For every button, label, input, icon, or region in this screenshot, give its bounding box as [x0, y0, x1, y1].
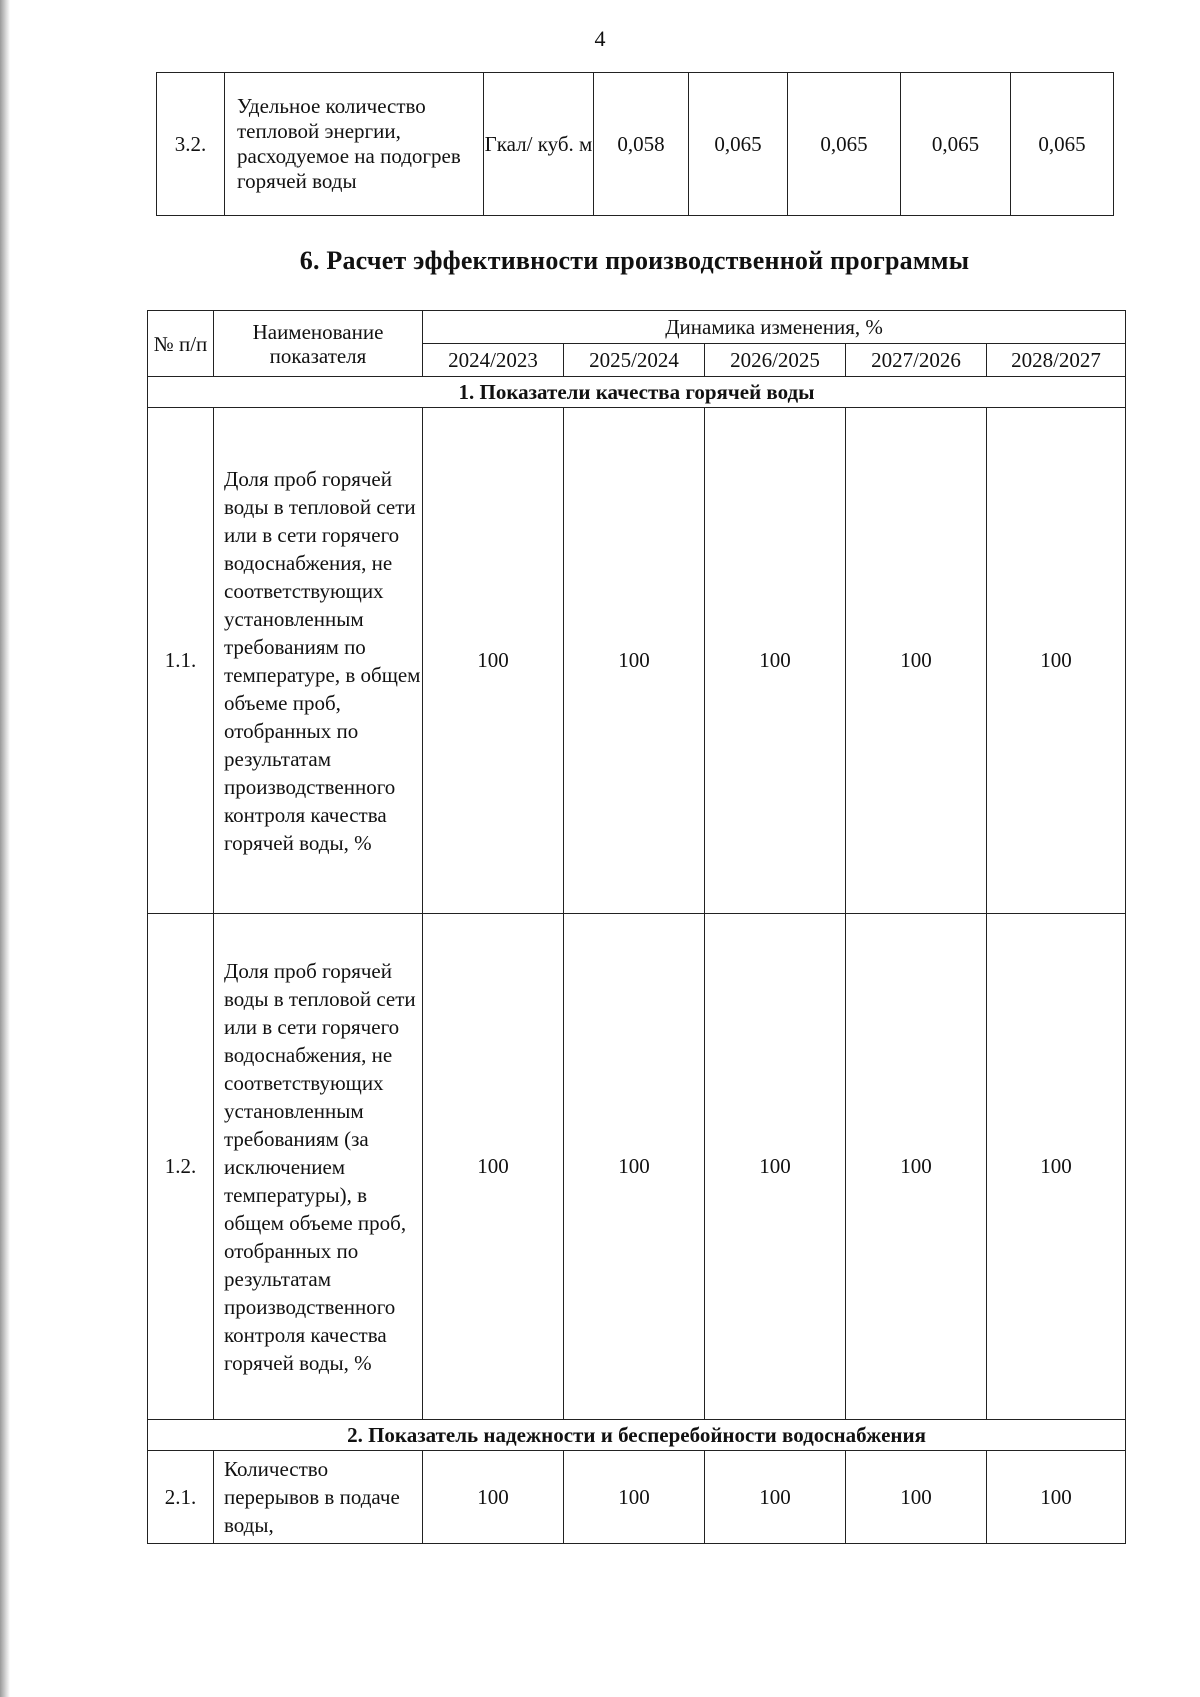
scan-edge — [0, 0, 10, 1697]
value-cell: 100 — [423, 1451, 564, 1544]
header-period: 2024/2023 — [423, 344, 564, 377]
value-cell: 100 — [846, 408, 987, 914]
header-dynamics: Динамика изменения, % — [423, 311, 1126, 344]
row-number: 1.2. — [148, 914, 214, 1420]
unit-cell: Гкал/ куб. м — [484, 73, 594, 216]
efficiency-table — [147, 310, 1126, 1544]
indicator-name: Доля проб горячей воды в тепловой сети или в сети горячего водоснабжения, не соответствующих установленным требованиям по температуре, в общем объеме проб, отобранных по результатам производственного контроля качества горячей воды, % — [214, 408, 423, 914]
header-name: Наименование показателя — [214, 311, 423, 377]
top-table — [156, 72, 1114, 216]
value-cell: 100 — [987, 914, 1126, 1420]
indicator-name: Удельное количество тепловой энергии, расходуемое на подогрев горячей воды — [225, 73, 484, 216]
group-row — [148, 377, 1126, 408]
value-cell: 0,065 — [788, 73, 901, 216]
header-period: 2026/2025 — [705, 344, 846, 377]
value-cell: 100 — [987, 408, 1126, 914]
value-cell: 100 — [705, 1451, 846, 1544]
row-number: 1.1. — [148, 408, 214, 914]
table-row — [148, 914, 1126, 1420]
value-cell: 100 — [564, 914, 705, 1420]
indicator-name: Доля проб горячей воды в тепловой сети или в сети горячего водоснабжения, не соответствующих установленным требованиям (за исключением температуры), в общем объеме проб, отобранных по результатам производственного контроля качества горячей воды, % — [214, 914, 423, 1420]
value-cell: 100 — [564, 1451, 705, 1544]
section-title: 6. Расчет эффективности производственной программы — [299, 246, 970, 275]
header-period: 2025/2024 — [564, 344, 705, 377]
header-row — [148, 311, 1126, 344]
value-cell: 0,058 — [594, 73, 689, 216]
value-cell: 100 — [705, 408, 846, 914]
value-cell: 100 — [423, 914, 564, 1420]
value-cell: 100 — [987, 1451, 1126, 1544]
table-row — [157, 73, 1114, 216]
value-cell: 0,065 — [689, 73, 788, 216]
value-cell: 100 — [705, 914, 846, 1420]
header-period: 2028/2027 — [987, 344, 1126, 377]
table-row — [148, 1451, 1126, 1544]
value-cell: 100 — [564, 408, 705, 914]
row-number: 2.1. — [148, 1451, 214, 1544]
value-cell: 0,065 — [1011, 73, 1114, 216]
page-number: 4 — [594, 26, 606, 51]
value-cell: 0,065 — [901, 73, 1011, 216]
table-row — [148, 408, 1126, 914]
header-num: № п/п — [148, 311, 214, 377]
value-cell: 100 — [423, 408, 564, 914]
group-title: 2. Показатель надежности и бесперебойности водоснабжения — [148, 1420, 1126, 1451]
value-cell: 100 — [846, 914, 987, 1420]
header-period: 2027/2026 — [846, 344, 987, 377]
group-title: 1. Показатели качества горячей воды — [148, 377, 1126, 408]
indicator-name: Количество перерывов в подаче воды, — [214, 1451, 423, 1544]
row-number: 3.2. — [157, 73, 225, 216]
group-row — [148, 1420, 1126, 1451]
value-cell: 100 — [846, 1451, 987, 1544]
